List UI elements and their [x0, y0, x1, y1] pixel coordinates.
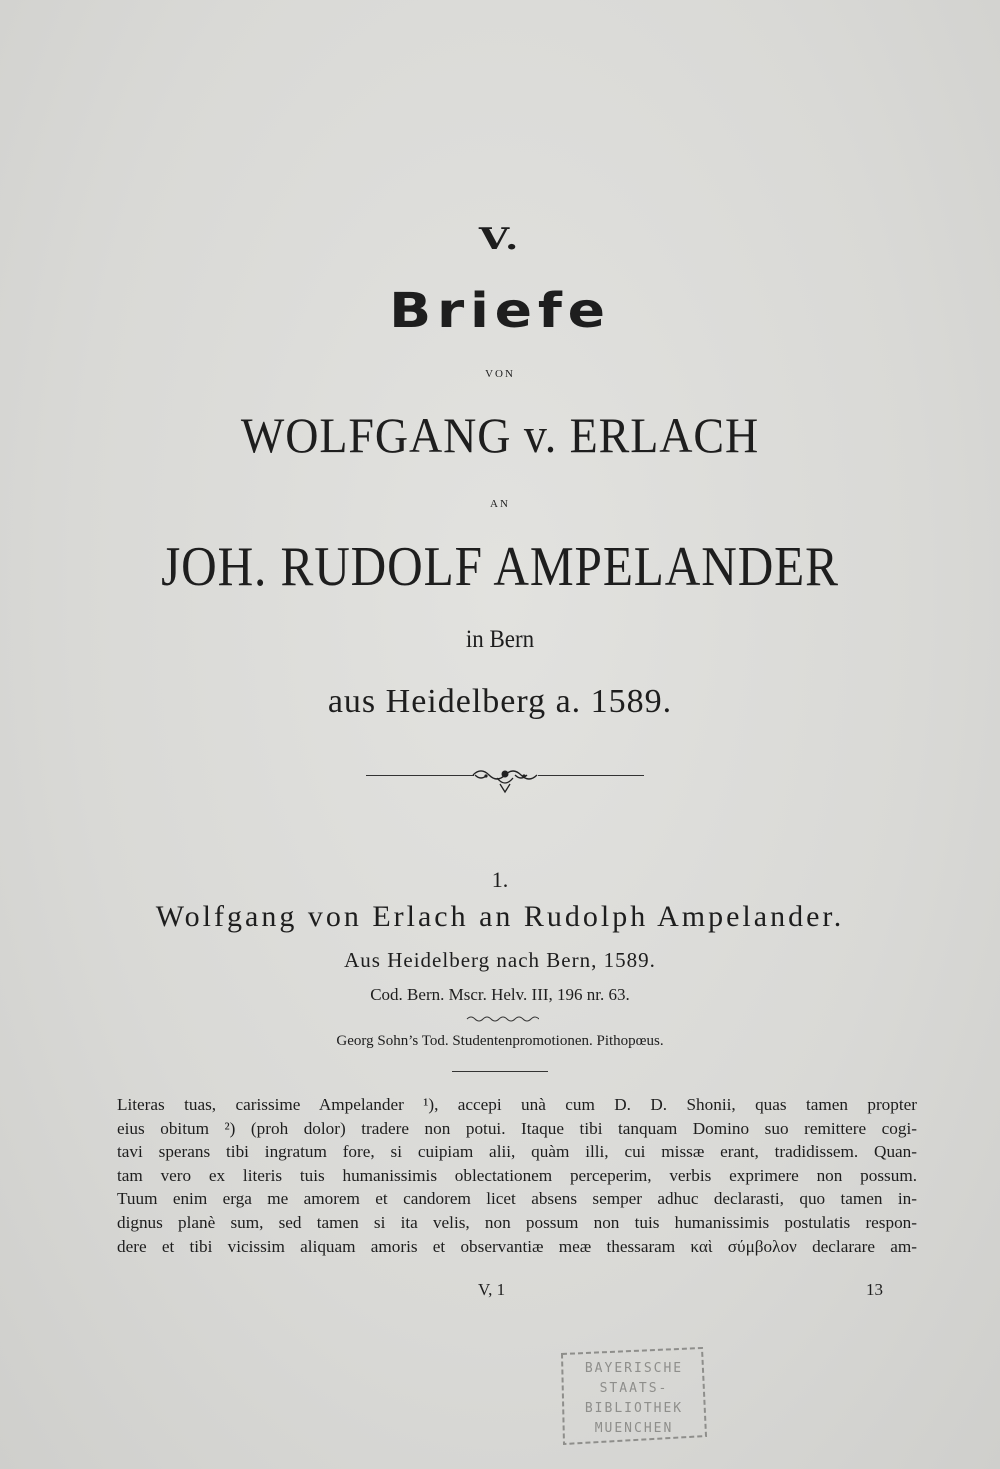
letter-summary: Georg Sohn’s Tod. Studentenpromotionen. Pithopœus.	[336, 1033, 664, 1049]
letter-source: Cod. Bern. Mscr. Helv. III, 196 nr. 63.	[370, 985, 630, 1004]
recipient-place: in Bern	[465, 626, 535, 653]
part-numeral: V.	[478, 222, 522, 257]
von-label: VON	[485, 368, 515, 380]
letter-number: 1.	[491, 867, 509, 892]
recipient-name: JOH. RUDOLF AMPELANDER	[161, 536, 839, 598]
body-line: Tuum enim erga me amorem et candorem licet absens semper adhuc declarasti, quo tamen in-	[117, 1189, 917, 1209]
fleuron-ornament-icon	[365, 760, 645, 800]
stamp-line: BAYERISCHE	[584, 1361, 684, 1376]
author-name: WOLFGANG v. ERLACH	[240, 407, 760, 463]
page-number: 13	[866, 1280, 883, 1299]
letter-title: Wolfgang von Erlach an Rudolph Ampelander.	[155, 900, 845, 933]
an-label: AN	[490, 498, 510, 510]
body-line: tavi sperans tibi ingratum fore, si cuipiam alii, quàm illi, cui missæ erant, tradidissem. Quan-	[117, 1142, 917, 1162]
signature-mark: V, 1	[478, 1280, 506, 1299]
stamp-line: MUENCHEN	[594, 1421, 674, 1436]
summary-divider	[452, 1071, 548, 1072]
library-stamp-icon	[552, 1340, 712, 1452]
body-line: eius obitum ²) (proh dolor) tradere non potui. Itaque tibi tanquam Domino suo remittere cogi-	[117, 1118, 917, 1138]
letter-body	[117, 1093, 917, 1258]
body-line: tam vero ex literis tuis humanissimis oblectationem perceperim, verbis exprimere non possum.	[117, 1165, 917, 1185]
stamp-line: STAATS-	[599, 1381, 669, 1396]
body-line: dignus planè sum, sed tamen si ita velis, non possum non tuis humanissimis postulatis respon-	[117, 1212, 917, 1232]
letter-subtitle: Aus Heidelberg nach Bern, 1589.	[344, 948, 656, 972]
body-line: Literas tuas, carissime Ampelander ¹), accepi unà cum D. D. Shonii, quas tamen propter	[117, 1095, 917, 1114]
body-line: dere et tibi vicissim aliquam amoris et observantiæ meæ thessaram καὶ σύμβολον declarare am-	[117, 1236, 917, 1256]
document-heading: Briefe	[389, 283, 611, 339]
stamp-line: BIBLIOTHEK	[584, 1401, 684, 1416]
wavy-rule-icon	[465, 1014, 539, 1024]
origin-line: aus Heidelberg a. 1589.	[327, 683, 673, 720]
